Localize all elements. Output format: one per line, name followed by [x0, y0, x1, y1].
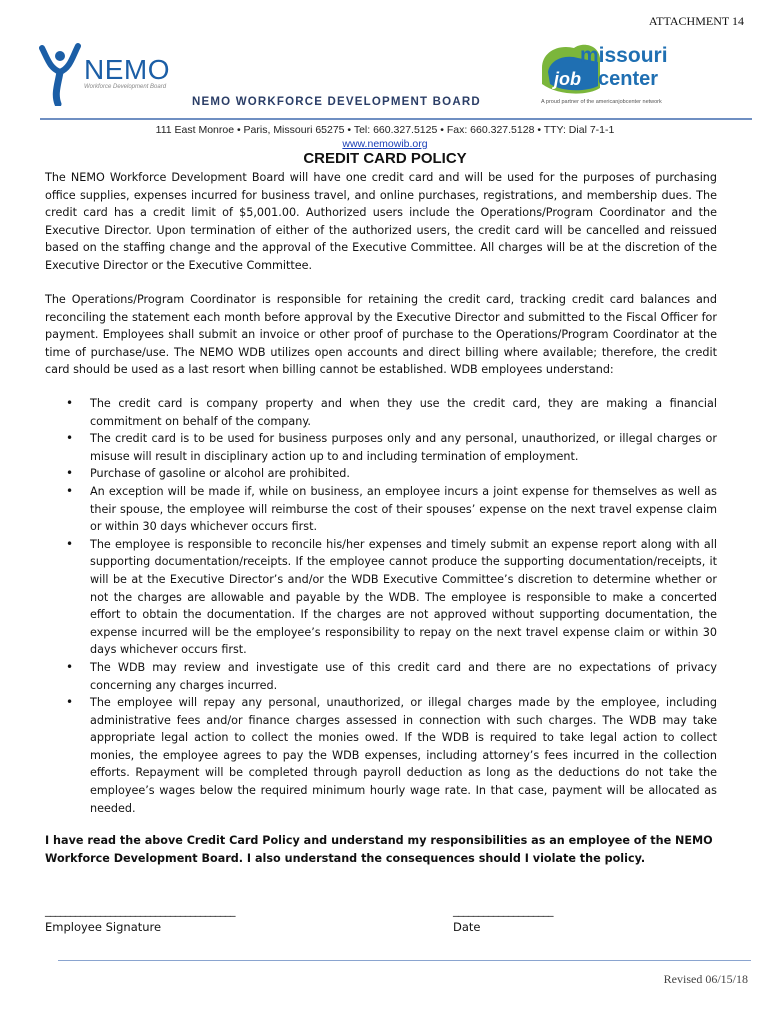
date-label: Date [453, 920, 481, 934]
policy-paragraph-1: The NEMO Workforce Development Board will have one credit card and will be used for the purposes of purchasing office supplies, expenses incurred for business travel, and online purchases, registrations, and membership dues. The credit card has a credit limit of $5,001.00. Authorized users include the Operations/Program Coordinator and the Executive Director. Upon termination of either of the authorized users, the credit card will be cancelled and reissued based on the staffing change and the approval of the Executive Committee. All charges will be at the discretion of the Executive Director or the Executive Committee. [45, 171, 717, 272]
footer-divider [58, 960, 751, 961]
list-item: • Purchase of gasoline or alcohol are prohibited. [45, 465, 717, 483]
list-item: • The credit card is company property and when they use the credit card, they are making a financial commitment on behalf of the company. [45, 395, 717, 430]
mjc-logo-job: job [554, 69, 581, 89]
mjc-tagline: A proud partner of the americanjobcenter network [541, 99, 662, 105]
nemo-logo-subtext: Workforce Development Board [84, 84, 167, 90]
board-name: NEMO WORKFORCE DEVELOPMENT BOARD [192, 96, 481, 108]
address-line: 111 East Monroe • Paris, Missouri 65275 • Tel: 660.327.5125 • Fax: 660.327.5128 • TTY: Dial 7-1-1 [155, 124, 615, 136]
nemo-figure-icon [38, 42, 82, 106]
mjc-logo-missouri: missouri [580, 44, 668, 67]
nemo-logo-text: NEMO [84, 54, 170, 85]
header-divider [40, 118, 752, 120]
policy-paragraph-2: The Operations/Program Coordinator is responsible for retaining the credit card, tracking credit card balances and reconciling the statement each month before approval by the Executive Director and submitted to the Fiscal Officer for payment. Employees shall submit an invoice or other proof of purchase to the Operations/Program Coordinator at the time of purchase/use. The NEMO WDB utilizes open accounts and direct billing where available; therefore, the credit card should be used as a last resort when billing cannot be established. WDB employees understand: [45, 293, 717, 377]
mjc-logo-center: center [598, 68, 659, 90]
website-link[interactable]: www.nemowib.org [342, 138, 428, 150]
employee-signature-label: Employee Signature [45, 920, 162, 934]
revised-date: Revised 06/15/18 [663, 972, 748, 986]
list-item: • The employee will repay any personal, unauthorized, or illegal charges made by the employee, including administrative fees and/or finance charges assessed in connection with such charges. The WDB may take appropriate legal action to collect the monies owed. If the WDB is required to take legal action to collect monies, the employee agrees to pay the WDB expenses, including attorney’s fees incurred in the collection efforts. Repayment will be completed through payroll deduction as long as the deductions do not take the employee’s wages below the required minimum hourly wage rate. In that case, payment will be allocated as needed. [45, 694, 717, 817]
attachment-label: ATTACHMENT 14 [648, 14, 744, 28]
employee-signature-line[interactable]: ______________________________________ [45, 904, 235, 917]
date-signature-line[interactable]: ____________________ [453, 904, 553, 917]
missouri-job-center-emblem-icon [528, 38, 678, 100]
acknowledgement-statement: I have read the above Credit Card Policy and understand my responsibilities as an employee of the NEMO Workforce Development Board. I also understand the consequences should I violate the policy. [45, 834, 713, 865]
list-item: • The employee is responsible to reconcile his/her expenses and timely submit an expense report along with all supporting documentation/receipts. If the employee cannot produce the supporting documentation/receipts, it will be at the Executive Director’s and/or the WDB Executive Committee’s discretion to determine whether or not the charges are allowable and payable by the WDB. The employee is responsible to make a concerted effort to obtain the documentation. If the charges are not approved without supporting documentation, the expense incurred will be the employee’s responsibility to repay on the next travel expense claim or within 30 days whichever occurs first. [45, 536, 717, 659]
policy-bullet-list [45, 395, 717, 817]
list-item: • The WDB may review and investigate use of this credit card and there are no expectations of privacy concerning any charges incurred. [45, 659, 717, 694]
list-item: • An exception will be made if, while on business, an employee incurs a joint expense for themselves as well as their spouse, the employee will reimburse the cost of their spouses’ expense on the next travel expense claim or within 30 days whichever occurs first. [45, 483, 717, 536]
list-item: • The credit card is to be used for business purposes only and any personal, unauthorized, or illegal charges or misuse will result in disciplinary action up to and including termination of employment. [45, 430, 717, 465]
missouri-job-center-logo [528, 38, 678, 108]
policy-title: CREDIT CARD POLICY [303, 150, 467, 167]
